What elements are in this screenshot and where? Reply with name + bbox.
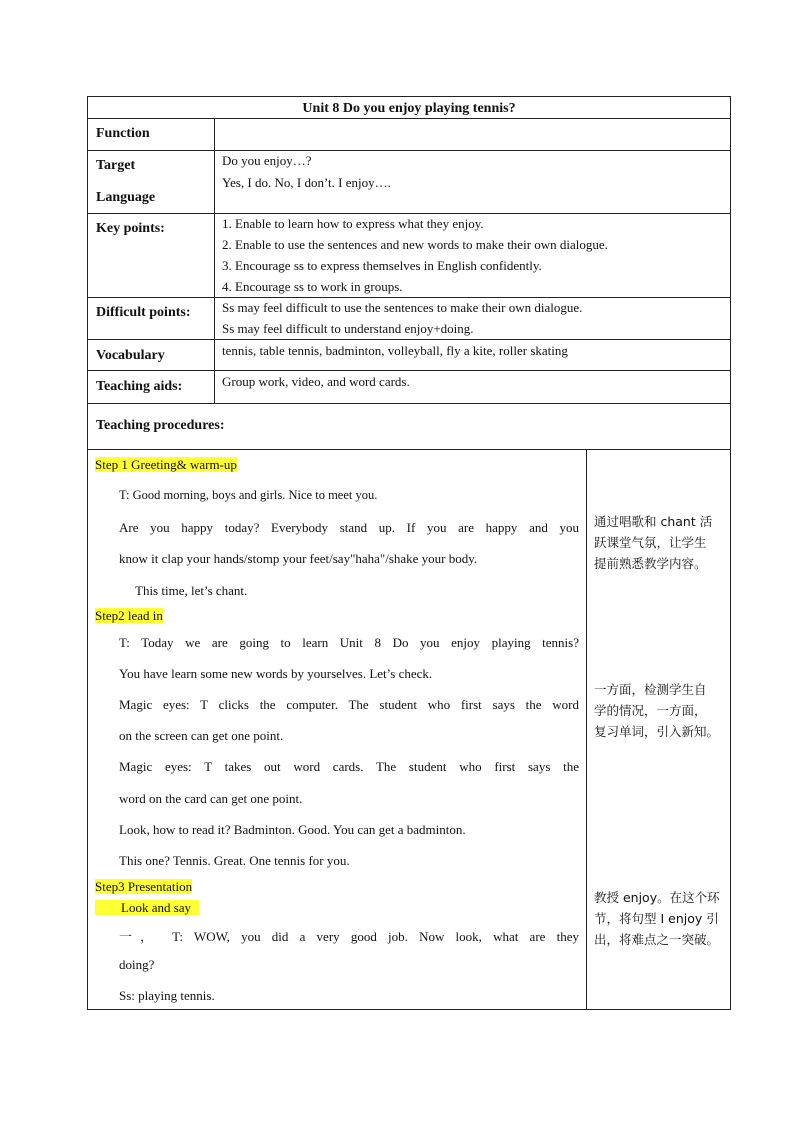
step3-line: 一， T: WOW, you did a very good job. Now look, what are they [119, 929, 579, 944]
row-divider [88, 213, 730, 214]
note-line: 出，将难点之一突破。 [594, 932, 720, 947]
row-divider [88, 370, 730, 371]
step2-line: on the screen can get one point. [119, 728, 284, 743]
step2-line: You have learn some new words by yourselves. Let’s check. [119, 666, 433, 681]
column-divider [214, 118, 215, 403]
note-line: 学的情况，一方面， [594, 703, 707, 718]
key-points-label: Key points: [96, 221, 165, 236]
teaching-procedures-label: Teaching procedures: [96, 418, 225, 433]
step2-line: Look, how to read it? Badminton. Good. You can get a badminton. [119, 822, 466, 837]
step2-line: word on the card can get one point. [119, 791, 303, 806]
key-point-item: 4. Encourage ss to work in groups. [222, 279, 403, 294]
step1-heading-text: Step 1 Greeting& warm-up [95, 457, 237, 472]
step2-line: This one? Tennis. Great. One tennis for you. [119, 853, 350, 868]
step3-subheading-text: Look and say [95, 900, 199, 915]
row-divider [88, 297, 730, 298]
step3-line: Ss: playing tennis. [119, 988, 215, 1003]
lesson-plan-table [87, 96, 731, 1010]
difficult-point-line: Ss may feel difficult to understand enjoy+doing. [222, 321, 474, 336]
vocabulary-value: tennis, table tennis, badminton, volleyball, fly a kite, roller skating [222, 343, 568, 358]
step2-line: T: Today we are going to learn Unit 8 Do you enjoy playing tennis? [119, 635, 579, 650]
step3-line: doing? [119, 957, 155, 972]
target-language-line: Yes, I do. No, I don’t. I enjoy…. [222, 175, 391, 190]
vocabulary-label: Vocabulary [96, 348, 165, 363]
step2-heading-text: Step2 lead in [95, 608, 163, 623]
key-point-item: 1. Enable to learn how to express what they enjoy. [222, 216, 484, 231]
key-point-item: 3. Encourage ss to express themselves in English confidently. [222, 258, 542, 273]
step2-heading [95, 608, 163, 624]
row-divider [88, 403, 730, 404]
note-line: 节，将句型 I enjoy 引 [594, 911, 719, 926]
function-label: Function [96, 126, 150, 141]
target-language-label-line2: Language [96, 190, 156, 205]
step1-line: T: Good morning, boys and girls. Nice to meet you. [119, 488, 378, 502]
note-line: 教授 enjoy。在这个环 [594, 890, 720, 905]
note-line: 一方面，检测学生自 [594, 682, 707, 697]
page-title: Unit 8 Do you enjoy playing tennis? [302, 101, 516, 116]
difficult-points-label: Difficult points: [96, 305, 191, 320]
step1-note [594, 511, 728, 574]
step1-line: know it clap your hands/stomp your feet/say"haha"/shake your body. [119, 551, 478, 566]
step2-note [594, 679, 728, 742]
target-language-label-line1: Target [96, 158, 136, 173]
step3-note [594, 887, 728, 950]
note-line: 通过唱歌和 chant 活 [594, 514, 713, 529]
row-divider [88, 449, 730, 450]
row-divider [88, 118, 730, 119]
key-point-item: 2. Enable to use the sentences and new words to make their own dialogue. [222, 237, 608, 252]
step1-line: Are you happy today? Everybody stand up. If you are happy and you [119, 520, 579, 535]
teaching-aids-value: Group work, video, and word cards. [222, 374, 410, 389]
step3-heading-text: Step3 Presentation [95, 879, 193, 894]
step1-heading [95, 457, 237, 473]
column-divider [586, 449, 587, 1009]
step2-line: Magic eyes: T takes out word cards. The student who first says the [119, 759, 579, 774]
teaching-aids-label: Teaching aids: [96, 379, 183, 394]
step3-heading [95, 879, 192, 895]
row-divider [88, 339, 730, 340]
note-line: 复习单词，引入新知。 [594, 724, 720, 739]
note-line: 跃课堂气氛，让学生 [594, 535, 707, 550]
row-divider [88, 150, 730, 151]
target-language-line: Do you enjoy…? [222, 153, 312, 168]
step3-subheading [95, 900, 199, 916]
difficult-point-line: Ss may feel difficult to use the sentences to make their own dialogue. [222, 300, 583, 315]
note-line: 提前熟悉教学内容。 [594, 556, 707, 571]
step1-line: This time, let’s chant. [135, 583, 248, 598]
step2-line: Magic eyes: T clicks the computer. The student who first says the word [119, 697, 579, 712]
